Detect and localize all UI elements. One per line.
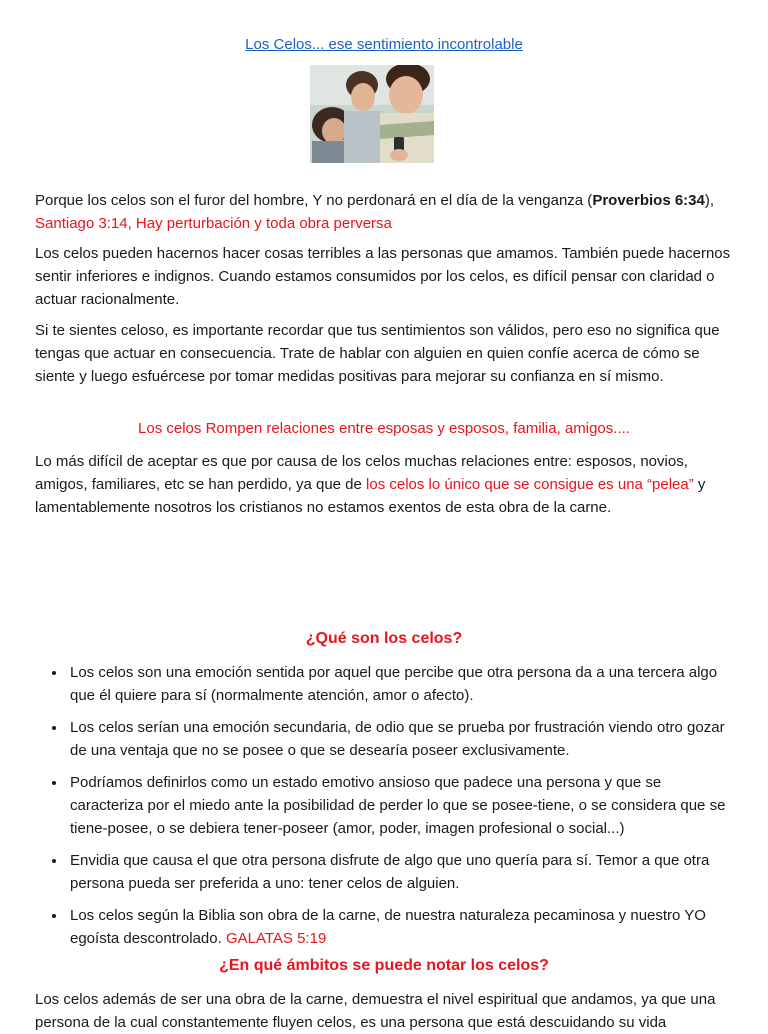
list-item: [70, 771, 735, 840]
intro-text-separator: ),: [704, 192, 715, 209]
heading-que-son-los-celos: ¿Qué son los celos?: [305, 630, 463, 647]
paragraph-4: Los celos además de ser una obra de la carne, demuestra el nivel espiritual que andamos, ya que una persona de la cual constantemente fluyen celos, es una persona que está descuidando su vida: [35, 991, 716, 1031]
list-item: [70, 716, 735, 762]
intro-text: Porque los celos son el furor del hombre, Y no perdonará en el día de la venganza (: [35, 192, 593, 209]
paragraph-3-text: Lo más difícil de aceptar es que por causa de los celos muchas relaciones entre: esposos, novios, amigos, familiares, etc se han perdido, ya que de: [35, 453, 688, 493]
paragraph-3-highlight: los celos lo único que se consigue es una “pelea”: [366, 476, 694, 493]
paragraph-3: [35, 450, 735, 519]
proverbios-reference: Proverbios 6:34: [592, 192, 705, 209]
list-item: [70, 661, 735, 707]
santiago-reference: Santiago 3:14, Hay perturbación y toda obra perversa: [35, 215, 392, 232]
list-item-text: Los celos son una emoción sentida por aquel que percibe que otra persona da a una tercera algo que él quiere para sí (normalmente atención, amor o afecto).: [70, 664, 718, 704]
list-item-text: Los celos serían una emoción secundaria, de odio que se prueba por frustración viendo otro gozar de una ventaja que no se posee o que se desearía poseer exclusivamente.: [70, 719, 725, 759]
galatas-reference: GALATAS 5:19: [225, 930, 327, 947]
paragraph-3-text-end: y lamentablemente nosotros los cristianos no estamos exentos de esta obra de la carne.: [35, 476, 706, 516]
list-item-text: Los celos según la Biblia son obra de la carne, de nuestra naturaleza pecaminosa y nuestro YO egoísta descontrolado.: [70, 907, 706, 947]
heading-ambitos: ¿En qué ámbitos se puede notar los celos?: [219, 957, 549, 974]
definition-list: [70, 661, 735, 959]
list-item-text: Envidia que causa el que otra persona disfrute de algo que uno quería para sí. Temor a que otra persona pueda ser preferida a uno: tener celos de alguien.: [70, 852, 710, 892]
document-title[interactable]: Los Celos... ese sentimiento incontrolable: [245, 36, 523, 53]
list-item: [70, 849, 735, 895]
paragraph-1: Los celos pueden hacernos hacer cosas terribles a las personas que amamos. También puede hacernos sentir inferiores e indignos. Cuando estamos consumidos por los celos, es difícil pensar con claridad o actuar racionalmente.: [35, 245, 731, 308]
intro-paragraph: [35, 189, 735, 235]
paragraph-2: Si te sientes celoso, es importante recordar que tus sentimientos son válidos, pero eso no significa que tengas que actuar en consecuencia. Trate de hablar con alguien en quien confíe acerca de cómo se siente y luego esfuércese por tomar medidas positivas para mejorar su confianza en sí mismo.: [35, 322, 720, 385]
photo-people-with-phone: [310, 65, 434, 163]
list-item-text: Podríamos definirlos como un estado emotivo ansioso que padece una persona y que se caracteriza por el miedo ante la posibilidad de perder lo que se posee-tiene, o se considera que se tiene-posee, o se debiera tener-poseer (amor, poder, imagen profesional o social...): [70, 774, 726, 837]
list-item: [70, 904, 735, 950]
highlight-line: Los celos Rompen relaciones entre esposas y esposos, familia, amigos....: [138, 420, 630, 437]
